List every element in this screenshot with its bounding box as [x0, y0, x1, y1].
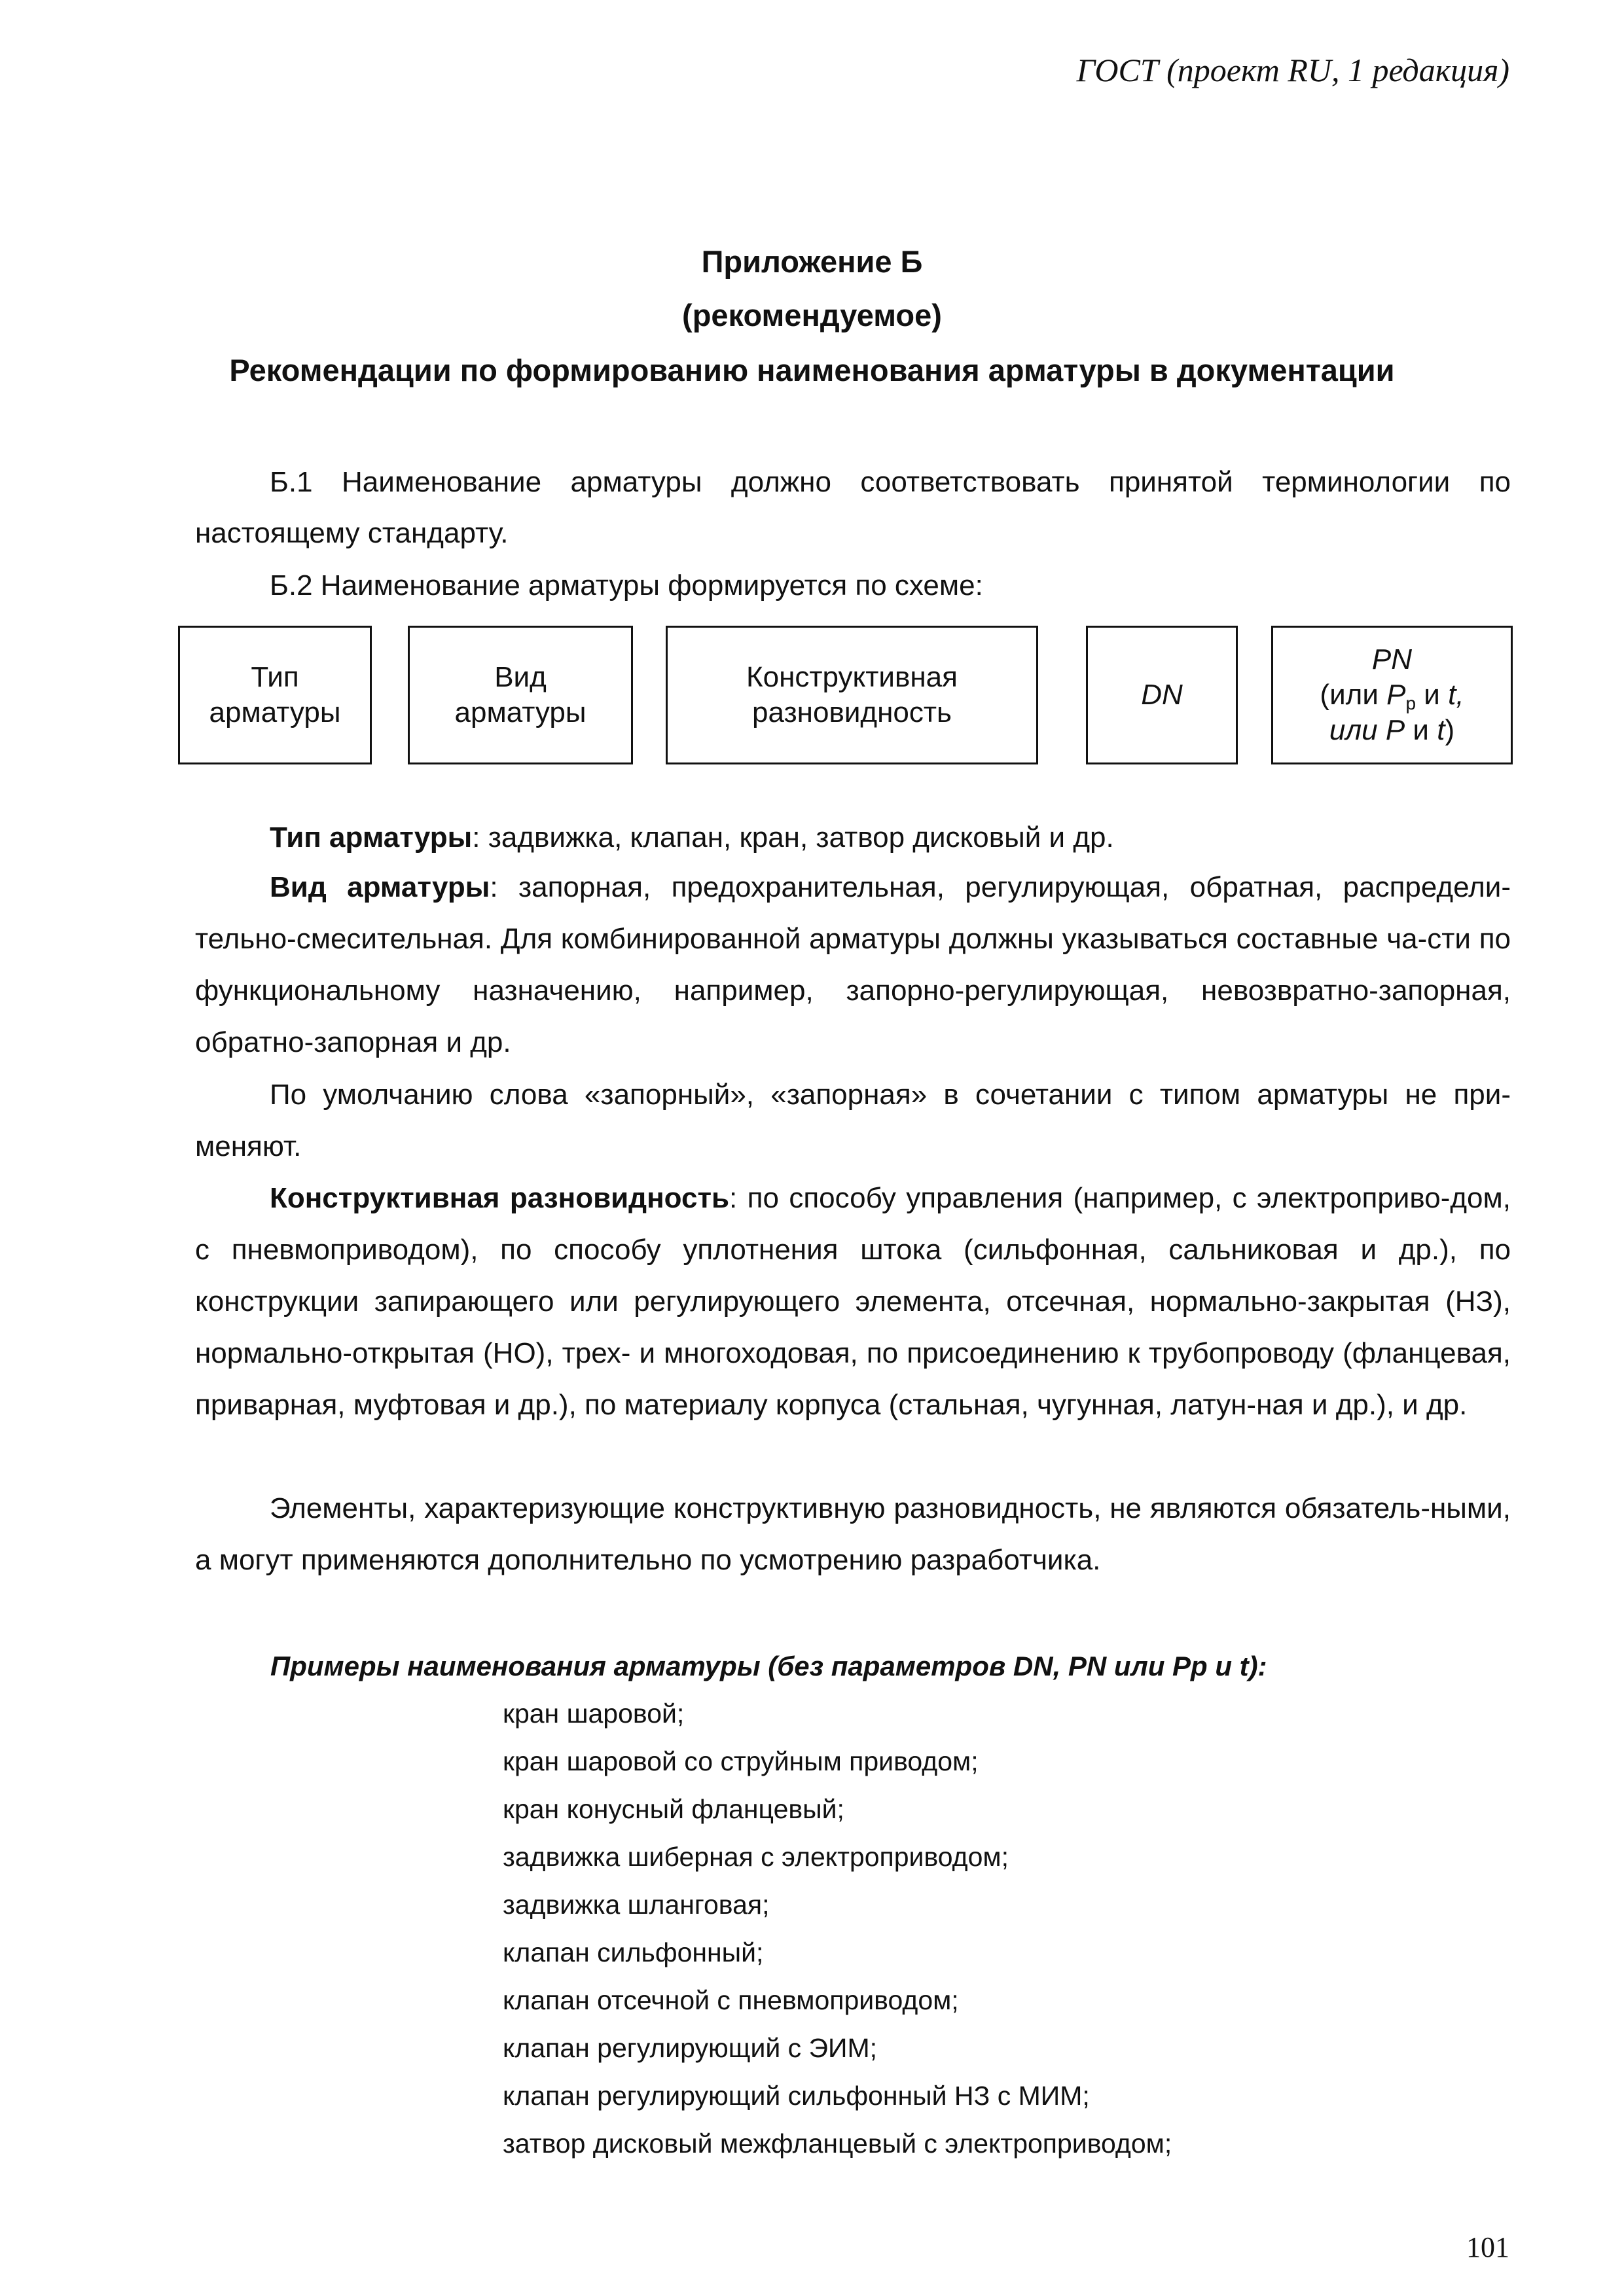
- appendix-heading: Рекомендации по формированию наименования арматуры в документации: [229, 353, 1395, 387]
- definition-design: Конструктивная разновидность: по способу управления (например, с электроприво-дом, с пневмоприводом), по способу уплотнения штока (сильфонная, сальниковая и др.), по конструкции запирающего или регулирующего элемента, отсечная, нормально-закрытая (НЗ), нормально-открытая (НО), трех- и многоходовая, по присоединению к трубопроводу (фланцевая, приварная, муфтовая и др.), по материалу корпуса (стальная, чугунная, латун-ная и др.), и др.: [195, 1182, 1511, 1421]
- list-item: задвижка шиберная с электроприводом;: [503, 1842, 1009, 1872]
- schema-box-design: [666, 626, 1038, 764]
- list-item: задвижка шланговая;: [503, 1890, 770, 1920]
- clause-b2: Б.2 Наименование арматуры формируется по схеме:: [270, 569, 983, 601]
- running-header: ГОСТ (проект RU, 1 редакция): [1076, 52, 1509, 88]
- list-item: клапан регулирующий с ЭИМ;: [503, 2033, 878, 2063]
- page-number: 101: [1466, 2231, 1509, 2263]
- list-item: клапан отсечной с пневмоприводом;: [503, 1985, 959, 2015]
- schema-pn-alt1: (или $P_р$ и t,: [1320, 679, 1464, 713]
- schema-box-kind: [408, 626, 633, 764]
- definition-type: Тип арматуры: задвижка, клапан, кран, затвор дисковый и др.: [270, 821, 1114, 853]
- schema-type-line1: Тип: [251, 661, 299, 693]
- list-item: кран шаровой;: [503, 1698, 685, 1729]
- definition-default: По умолчанию слова «запорный», «запорная» в сочетании с типом арматуры не при-меняют.: [195, 1079, 1511, 1162]
- examples-list: [503, 1690, 1172, 2168]
- list-item: кран шаровой со струйным приводом;: [503, 1746, 979, 1776]
- examples-heading: Примеры наименования арматуры (без параметров DN, PN или Рр и t):: [270, 1651, 1267, 1681]
- schema-design-line2: разновидность: [752, 696, 952, 728]
- list-item: затвор дисковый межфланцевый с электроприводом;: [503, 2128, 1172, 2159]
- appendix-title: Приложение Б: [701, 244, 923, 279]
- list-item: клапан сильфонный;: [503, 1937, 764, 1967]
- schema-box-type: [178, 626, 372, 764]
- definition-kind: Вид арматуры: запорная, предохранительная, регулирующая, обратная, распредели-тельно-смесительная. Для комбинированной арматуры должны указываться составные ча-сти по функциональному назначению, например, запорно-регулирующая, невозвратно-запорная, обратно-запорная и др.: [195, 871, 1511, 1058]
- schema-pn: PN: [1371, 643, 1413, 675]
- schema-kind-line1: Вид: [494, 661, 547, 693]
- schema-kind-line2: арматуры: [454, 696, 586, 728]
- clause-b1-line1: Б.1 Наименование арматуры должно соответствовать принятой терминологии по: [270, 466, 1511, 498]
- schema-dn: DN: [1141, 679, 1183, 711]
- appendix-status: (рекомендуемое): [682, 298, 942, 332]
- clause-b1-line2: настоящему стандарту.: [195, 517, 509, 549]
- schema-box-dn: [1086, 626, 1238, 764]
- schema-pn-alt2: или P и t): [1329, 714, 1455, 746]
- schema-box-pn: [1271, 626, 1513, 764]
- list-item: клапан регулирующий сильфонный НЗ с МИМ;: [503, 2081, 1090, 2111]
- list-item: кран конусный фланцевый;: [503, 1794, 844, 1824]
- definition-optional: Элементы, характеризующие конструктивную разновидность, не являются обязатель-ными, а могут применяются дополнительно по усмотрению разработчика.: [195, 1492, 1511, 1576]
- schema-type-line2: арматуры: [209, 696, 341, 728]
- schema-design-line1: Конструктивная: [746, 661, 958, 693]
